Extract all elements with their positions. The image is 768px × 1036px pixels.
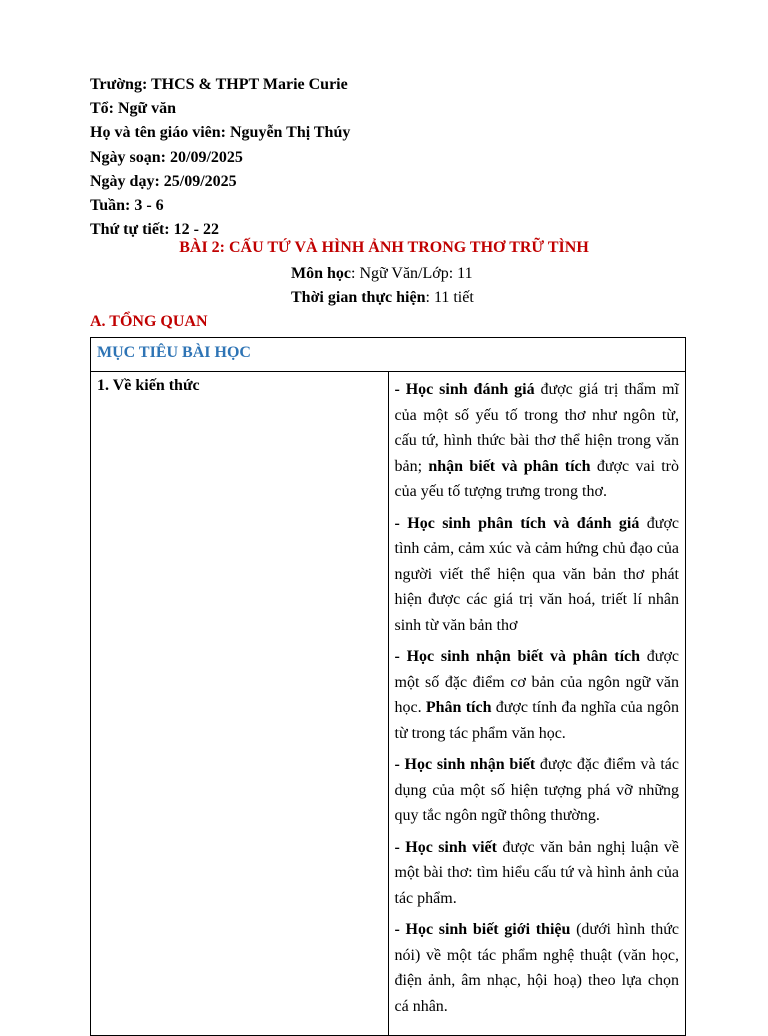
duration-line <box>291 289 474 307</box>
objective-item: - Học sinh nhận biết được đặc điểm và tác dụng của một số hiện tượng phá vỡ những quy tắc ngôn ngữ thông thường. <box>394 756 679 824</box>
duration-value: : 11 tiết <box>425 289 474 306</box>
lesson-title: BÀI 2: CẤU TỨ VÀ HÌNH ẢNH TRONG THƠ TRỮ TÌNH <box>179 239 589 256</box>
prep-date-line: Ngày soạn: 20/09/2025 <box>90 148 243 166</box>
objective-item: - Học sinh viết được văn bản nghị luận về một bài thơ: tìm hiểu cấu tứ và hình ảnh của tác phẩm. <box>394 838 680 907</box>
objectives-header: MỤC TIÊU BÀI HỌC <box>97 344 251 361</box>
weeks-line: Tuần: 3 - 6 <box>90 197 164 215</box>
teacher-line: Họ và tên giáo viên: Nguyễn Thị Thúy <box>90 124 351 142</box>
objective-item: - Học sinh đánh giá được giá trị thẩm mĩ của một số yếu tố trong thơ như ngôn từ, cấu tứ, hình thức bài thơ thể hiện trong văn bản; nhận biết và phân tích được vai trò của yếu tố tượng trưng trong thơ. <box>394 381 680 500</box>
objective-item: - Học sinh biết giới thiệu (dưới hình thức nói) về một tác phẩm nghệ thuật (văn học, điện ảnh, âm nhạc, hội hoạ) theo lựa chọn cá nhân. <box>394 921 679 1015</box>
objectives-header-row <box>91 338 686 372</box>
section-heading: A. TỔNG QUAN <box>90 313 208 330</box>
teach-date-line: Ngày dạy: 25/09/2025 <box>90 172 237 190</box>
objective-item: - Học sinh nhận biết và phân tích được một số đặc điểm cơ bản của ngôn ngữ văn học. Phân tích được tính đa nghĩa của ngôn từ trong tác phẩm văn học. <box>394 648 680 742</box>
subject-label: Môn học <box>291 265 351 282</box>
objective-item: - Học sinh phân tích và đánh giá được tình cảm, cảm xúc và cảm hứng chủ đạo của người viết thể hiện qua văn bản thơ phát hiện được các giá trị văn hoá, triết lí nhân sinh từ văn bản thơ <box>394 514 680 634</box>
department-line: Tổ: Ngữ văn <box>90 100 177 118</box>
objectives-table <box>90 337 686 1036</box>
header-info <box>90 73 350 242</box>
objectives-content-cell <box>388 372 686 1036</box>
school-line: Trường: THCS & THPT Marie Curie <box>90 76 348 93</box>
subject-value: : Ngữ Văn/Lớp: 11 <box>351 265 473 282</box>
category-cell: 1. Về kiến thức <box>91 372 389 1036</box>
periods-line: Thứ tự tiết: 12 - 22 <box>90 221 219 239</box>
knowledge-row <box>91 372 686 1036</box>
objectives-header-cell <box>91 338 686 372</box>
duration-label: Thời gian thực hiện <box>291 289 426 306</box>
subject-line <box>291 265 473 283</box>
